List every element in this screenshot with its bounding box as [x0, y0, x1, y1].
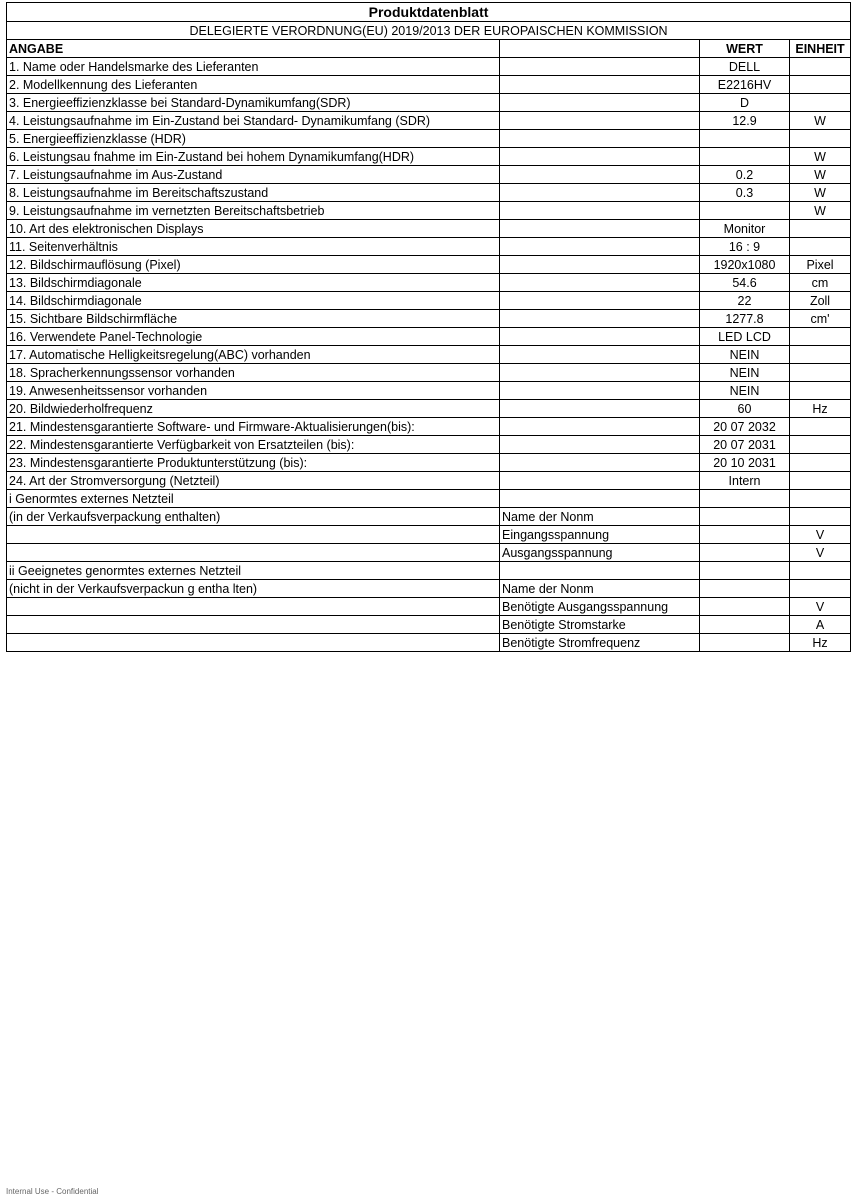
row-unit — [790, 238, 851, 256]
row-value: 20 10 2031 — [700, 454, 790, 472]
row-value: 22 — [700, 292, 790, 310]
table-row — [7, 76, 851, 94]
row-value: 20 07 2032 — [700, 418, 790, 436]
psu-empty — [500, 562, 700, 580]
row-label: 15. Sichtbare Bildschirmfläche — [7, 310, 500, 328]
psu-i-section — [7, 490, 851, 562]
psu-sub-label: Benötigte Stromfrequenz — [500, 634, 700, 652]
row-empty — [500, 184, 700, 202]
row-unit — [790, 418, 851, 436]
row-value: NEIN — [700, 346, 790, 364]
subtitle-row — [7, 22, 851, 40]
row-value: NEIN — [700, 382, 790, 400]
row-label: 4. Leistungsaufnahme im Ein-Zustand bei Standard- Dynamikumfang (SDR) — [7, 112, 500, 130]
psu-unit: A — [790, 616, 851, 634]
table-row — [7, 436, 851, 454]
row-label: 17. Automatische Helligkeitsregelung(ABC) vorhanden — [7, 346, 500, 364]
psu-sub-label: Benötigte Ausgangsspannung — [500, 598, 700, 616]
row-label: 11. Seitenverhältnis — [7, 238, 500, 256]
product-data-sheet — [6, 2, 851, 652]
row-label: 18. Spracherkennungssensor vorhanden — [7, 364, 500, 382]
psu-heading-row — [7, 562, 851, 580]
row-unit: W — [790, 112, 851, 130]
row-empty — [500, 328, 700, 346]
psu-empty — [500, 490, 700, 508]
psu-sub-label: Ausgangsspannung — [500, 544, 700, 562]
row-empty — [500, 94, 700, 112]
row-empty — [500, 454, 700, 472]
row-empty — [500, 220, 700, 238]
row-unit: cm' — [790, 310, 851, 328]
row-unit: W — [790, 184, 851, 202]
psu-row — [7, 634, 851, 652]
row-empty — [500, 472, 700, 490]
row-empty — [500, 292, 700, 310]
psu-value — [700, 634, 790, 652]
table-row — [7, 148, 851, 166]
row-label: 8. Leistungsaufnahme im Bereitschaftszustand — [7, 184, 500, 202]
row-unit — [790, 328, 851, 346]
psu-empty — [7, 616, 500, 634]
table-row — [7, 256, 851, 274]
psu-empty — [7, 634, 500, 652]
row-label: 24. Art der Stromversorgung (Netzteil) — [7, 472, 500, 490]
sheet-title: Produktdatenblatt — [7, 3, 851, 22]
row-unit: Zoll — [790, 292, 851, 310]
header-empty — [500, 40, 700, 58]
row-empty — [500, 166, 700, 184]
row-empty — [500, 238, 700, 256]
row-label: 7. Leistungsaufnahme im Aus-Zustand — [7, 166, 500, 184]
psu-unit: V — [790, 598, 851, 616]
row-unit — [790, 220, 851, 238]
row-value: 20 07 2031 — [700, 436, 790, 454]
row-empty — [500, 202, 700, 220]
psu-value — [700, 616, 790, 634]
row-unit — [790, 472, 851, 490]
psu-heading-line2: (nicht in der Verkaufsverpackun g entha lten) — [7, 580, 500, 598]
row-label: 16. Verwendete Panel-Technologie — [7, 328, 500, 346]
table-row — [7, 454, 851, 472]
table-row — [7, 184, 851, 202]
psu-empty — [7, 598, 500, 616]
row-label: 12. Bildschirmauflösung (Pixel) — [7, 256, 500, 274]
row-value: 16 : 9 — [700, 238, 790, 256]
table-row — [7, 58, 851, 76]
row-unit — [790, 346, 851, 364]
row-value: Intern — [700, 472, 790, 490]
psu-row — [7, 616, 851, 634]
row-label: 6. Leistungsau fnahme im Ein-Zustand bei hohem Dynamikumfang(HDR) — [7, 148, 500, 166]
table-row — [7, 400, 851, 418]
row-value: NEIN — [700, 364, 790, 382]
psu-unit — [790, 580, 851, 598]
table-row — [7, 418, 851, 436]
header-row — [7, 40, 851, 58]
header-wert: WERT — [700, 40, 790, 58]
psu-empty — [790, 490, 851, 508]
row-value: 1277.8 — [700, 310, 790, 328]
psu-value — [700, 580, 790, 598]
table-row — [7, 328, 851, 346]
psu-heading-line1: i Genormtes externes Netzteil — [7, 490, 500, 508]
header-angabe: ANGABE — [7, 40, 500, 58]
row-unit: Pixel — [790, 256, 851, 274]
psu-value — [700, 526, 790, 544]
row-label: 22. Mindestensgarantierte Verfügbarkeit von Ersatzteilen (bis): — [7, 436, 500, 454]
psu-sub-label: Eingangsspannung — [500, 526, 700, 544]
row-unit: W — [790, 202, 851, 220]
row-unit: Hz — [790, 400, 851, 418]
row-label: 14. Bildschirmdiagonale — [7, 292, 500, 310]
row-empty — [500, 256, 700, 274]
table-row — [7, 238, 851, 256]
row-label: 13. Bildschirmdiagonale — [7, 274, 500, 292]
confidential-footer: Internal Use - Confidential — [6, 1187, 99, 1196]
table-row — [7, 310, 851, 328]
table-row — [7, 346, 851, 364]
header-einheit: EINHEIT — [790, 40, 851, 58]
psu-sub-label: Benötigte Stromstarke — [500, 616, 700, 634]
row-label: 5. Energieeffizienzklasse (HDR) — [7, 130, 500, 148]
row-value: 0.2 — [700, 166, 790, 184]
table-row — [7, 130, 851, 148]
psu-row — [7, 526, 851, 544]
row-value: 54.6 — [700, 274, 790, 292]
row-label: 1. Name oder Handelsmarke des Lieferanten — [7, 58, 500, 76]
psu-ii-section — [7, 562, 851, 652]
psu-value — [700, 598, 790, 616]
row-unit — [790, 76, 851, 94]
psu-heading-line1: ii Geeignetes genormtes externes Netzteil — [7, 562, 500, 580]
psu-unit — [790, 508, 851, 526]
row-empty — [500, 436, 700, 454]
spec-rows — [7, 58, 851, 490]
psu-value — [700, 544, 790, 562]
row-label: 2. Modellkennung des Lieferanten — [7, 76, 500, 94]
psu-empty — [700, 490, 790, 508]
row-label: 23. Mindestensgarantierte Produktunterstützung (bis): — [7, 454, 500, 472]
row-unit — [790, 94, 851, 112]
psu-sub-label: Name der Nonm — [500, 580, 700, 598]
row-label: 20. Bildwiederholfrequenz — [7, 400, 500, 418]
table-row — [7, 202, 851, 220]
psu-unit: V — [790, 544, 851, 562]
row-value: LED LCD — [700, 328, 790, 346]
row-value: 12.9 — [700, 112, 790, 130]
row-empty — [500, 58, 700, 76]
table-row — [7, 472, 851, 490]
row-empty — [500, 310, 700, 328]
table-row — [7, 220, 851, 238]
row-unit — [790, 364, 851, 382]
psu-row — [7, 508, 851, 526]
psu-heading-line2: (in der Verkaufsverpackung enthalten) — [7, 508, 500, 526]
row-value — [700, 202, 790, 220]
row-value: E2216HV — [700, 76, 790, 94]
table-row — [7, 382, 851, 400]
psu-empty — [7, 544, 500, 562]
row-unit: cm — [790, 274, 851, 292]
row-label: 21. Mindestensgarantierte Software- und Firmware-Aktualisierungen(bis): — [7, 418, 500, 436]
row-label: 10. Art des elektronischen Displays — [7, 220, 500, 238]
row-empty — [500, 400, 700, 418]
table-row — [7, 364, 851, 382]
row-empty — [500, 112, 700, 130]
row-empty — [500, 382, 700, 400]
row-unit: W — [790, 148, 851, 166]
row-value: 60 — [700, 400, 790, 418]
row-value: 1920x1080 — [700, 256, 790, 274]
row-value: DELL — [700, 58, 790, 76]
table-row — [7, 94, 851, 112]
table-row — [7, 274, 851, 292]
psu-row — [7, 544, 851, 562]
psu-empty — [790, 562, 851, 580]
row-unit — [790, 58, 851, 76]
row-empty — [500, 148, 700, 166]
psu-empty — [7, 526, 500, 544]
row-value: Monitor — [700, 220, 790, 238]
table-row — [7, 166, 851, 184]
psu-row — [7, 598, 851, 616]
psu-heading-row — [7, 490, 851, 508]
row-empty — [500, 274, 700, 292]
row-empty — [500, 76, 700, 94]
row-value — [700, 148, 790, 166]
table-row — [7, 112, 851, 130]
row-unit: W — [790, 166, 851, 184]
row-label: 3. Energieeffizienzklasse bei Standard-Dynamikumfang(SDR) — [7, 94, 500, 112]
psu-value — [700, 508, 790, 526]
row-label: 9. Leistungsaufnahme im vernetzten Bereitschaftsbetrieb — [7, 202, 500, 220]
title-row — [7, 3, 851, 22]
row-empty — [500, 364, 700, 382]
row-unit — [790, 454, 851, 472]
psu-unit: V — [790, 526, 851, 544]
psu-unit: Hz — [790, 634, 851, 652]
row-empty — [500, 130, 700, 148]
row-unit — [790, 382, 851, 400]
row-unit — [790, 436, 851, 454]
row-value: 0.3 — [700, 184, 790, 202]
psu-empty — [700, 562, 790, 580]
row-unit — [790, 130, 851, 148]
sheet-subtitle: DELEGIERTE VERORDNUNG(EU) 2019/2013 DER EUROPAISCHEN KOMMISSION — [7, 22, 851, 40]
row-value: D — [700, 94, 790, 112]
row-value — [700, 130, 790, 148]
row-empty — [500, 418, 700, 436]
table-row — [7, 292, 851, 310]
row-label: 19. Anwesenheitssensor vorhanden — [7, 382, 500, 400]
psu-sub-label: Name der Nonm — [500, 508, 700, 526]
row-empty — [500, 346, 700, 364]
psu-row — [7, 580, 851, 598]
